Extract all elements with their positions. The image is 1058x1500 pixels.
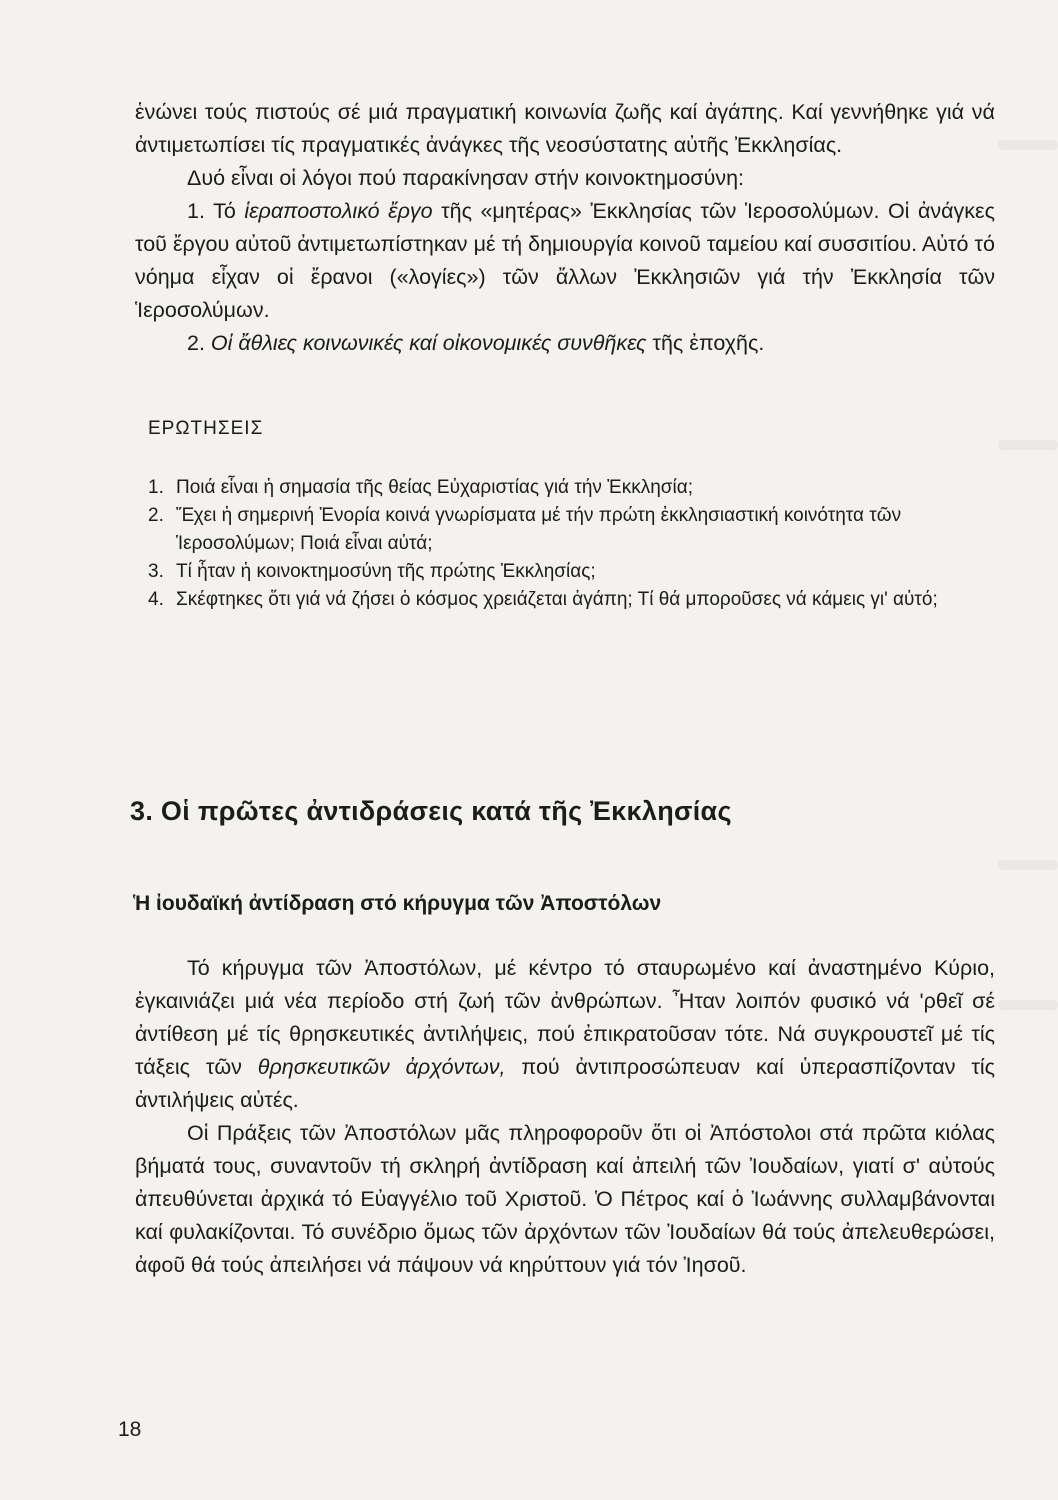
question-text: Τί ἦταν ἡ κοινοκτημοσύνη τῆς πρώτης Ἐκκλησίας;: [176, 561, 596, 582]
italic-phrase: θρησκευτικῶν ἀρχόντων,: [257, 1055, 506, 1079]
top-text-block: [135, 96, 995, 360]
question-item: [148, 502, 988, 558]
paragraph-text: Τό κήρυγμα τῶν Ἀποστόλων, μέ κέντρο τό σταυρωμένο καί ἀναστημένο Κύριο, ἐγκαινιάζει μιά νέα περίοδο στή ζωή τῶν ἀνθρώπων. Ἦταν λοιπόν φυσικό νά 'ρθεῖ σέ ἀντίθεση μέ τίς θρησκευτικές ἀντιλήψεις, πού ἐπικρατοῦσαν τότε. Νά συγκρουστεῖ μέ τίς τάξεις τῶν: [135, 956, 995, 1079]
question-item: [148, 474, 988, 502]
italic-phrase: ἱεραποστολικό ἔργο: [244, 199, 433, 223]
paragraph: [135, 952, 995, 1117]
bleed-through-mark: [998, 860, 1058, 870]
page-number: 18: [118, 1418, 142, 1441]
question-number: 2.: [148, 505, 164, 526]
list-number: 1.: [187, 199, 205, 223]
question-item: [148, 586, 988, 614]
body-text-block: [135, 952, 995, 1282]
questions-heading: ΕΡΩΤΗΣΕΙΣ: [148, 418, 264, 439]
list-number: 2.: [187, 331, 205, 355]
list-text: τῆς ἐποχῆς.: [646, 331, 765, 355]
question-text: Ἔχει ἡ σημερινή Ἐνορία κοινά γνωρίσματα μέ τήν πρώτη ἐκκλησιαστική κοινότητα τῶν Ἱεροσολύμων; Ποιά εἶναι αὐτά;: [176, 505, 902, 554]
question-number: 3.: [148, 561, 164, 582]
paragraph: Δυό εἶναι οἱ λόγοι πού παρακίνησαν στήν κοινοκτημοσύνη:: [187, 166, 745, 190]
questions-block: [148, 418, 988, 614]
subsection-title: Ἡ ἰουδαϊκή ἀντίδραση στό κήρυγμα τῶν Ἀποστόλων: [133, 892, 662, 915]
question-number: 4.: [148, 589, 164, 610]
bleed-through-mark: [998, 140, 1058, 150]
paragraph: ἑνώνει τούς πιστούς σέ μιά πραγματική κοινωνία ζωῆς καί ἀγάπης. Καί γεννήθηκε γιά νά ἀντιμετωπίσει τίς πραγματικές ἀνάγκες τῆς νεοσύστατης αὐτῆς Ἐκκλησίας.: [135, 100, 995, 157]
section-header: [130, 796, 990, 827]
paragraph: Οἱ Πράξεις τῶν Ἀποστόλων μᾶς πληροφοροῦν ὅτι οἱ Ἀπόστολοι στά πρῶτα κιόλας βήματά τους, συναντοῦν τή σκληρή ἀντίδραση καί ἀπειλή τῶν Ἰουδαίων, γιατί σ' αὐτούς ἀπευθύνεται ἀρχικά τό Εὐαγγέλιο τοῦ Χριστοῦ. Ὁ Πέτρος καί ὁ Ἰωάννης συλλαμβάνονται καί φυλακίζονται. Τό συνέδριο ὅμως τῶν ἀρχόντων τῶν Ἰουδαίων θά τούς ἀπελευθερώσει, ἀφοῦ θά τούς ἀπειλήσει νά πάψουν νά κηρύττουν γιά τόν Ἰησοῦ.: [135, 1121, 995, 1277]
list-text: Τό: [213, 199, 245, 223]
paragraph-text: πού ἀντιπροσώπευαν καί ὑπερασπίζονταν τίς ἀντιλήψεις αὐτές.: [135, 1055, 995, 1112]
section-title: 3. Οἱ πρῶτες ἀντιδράσεις κατά τῆς Ἐκκλησίας: [130, 796, 732, 826]
question-text: Ποιά εἶναι ἡ σημασία τῆς θείας Εὐχαριστίας γιά τήν Ἐκκλησία;: [176, 477, 693, 498]
subsection-header: [133, 892, 993, 916]
list-item: [135, 327, 995, 360]
list-item: [135, 195, 995, 327]
bleed-through-mark: [998, 440, 1058, 450]
list-text: τῆς «μητέρας» Ἐκκλησίας τῶν Ἱεροσολύμων. Οἱ ἀνάγκες τοῦ ἔργου αὐτοῦ ἀντιμετωπίστηκαν μέ τή δημιουργία κοινοῦ ταμείου καί συσσιτίου. Αὐτό τό νόημα εἶχαν οἱ ἔρανοι («λογίες») τῶν ἄλλων Ἐκκλησιῶν γιά τήν Ἐκκλησία τῶν Ἱεροσολύμων.: [135, 199, 996, 322]
question-number: 1.: [148, 477, 164, 498]
question-item: [148, 558, 988, 586]
question-text: Σκέφτηκες ὅτι γιά νά ζήσει ὁ κόσμος χρειάζεται ἀγάπη; Τί θά μποροῦσες νά κάμεις γι' αὐτό;: [176, 589, 938, 610]
bleed-through-mark: [998, 1000, 1058, 1010]
italic-phrase: Οἱ ἄθλιες κοινωνικές καί οἰκονομικές συνθῆκες: [210, 331, 647, 355]
